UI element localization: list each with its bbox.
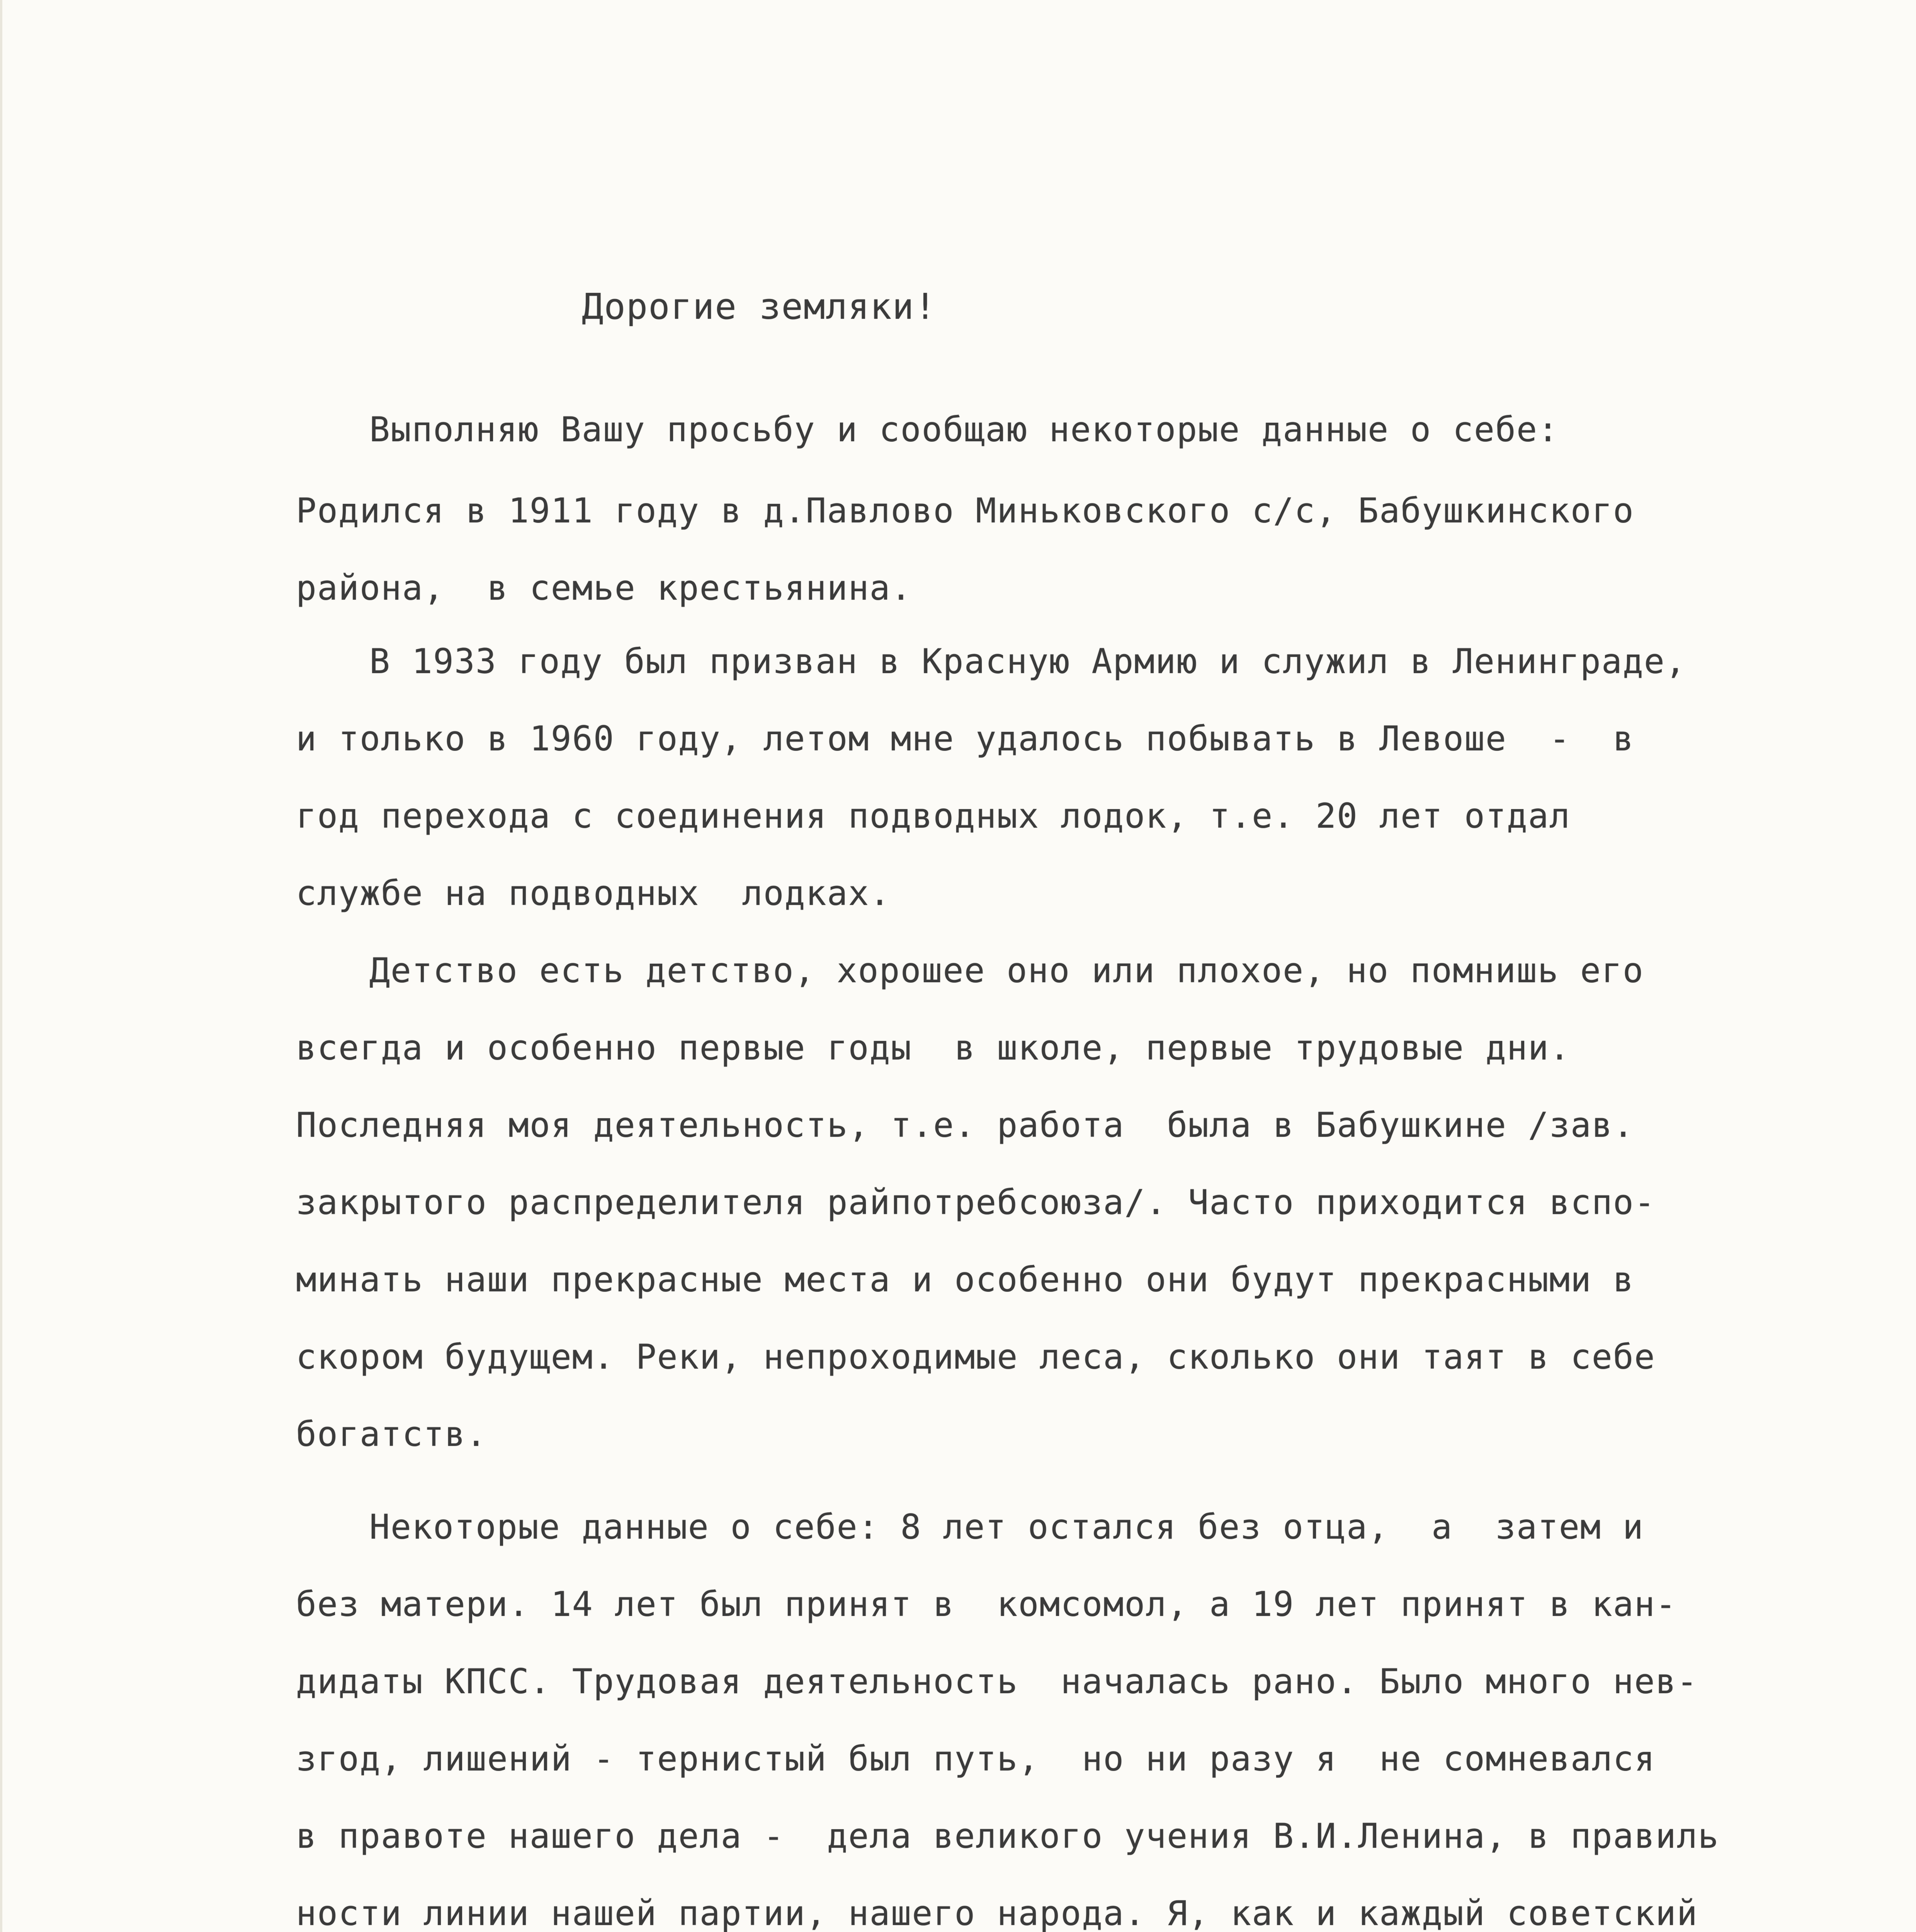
text-line: без матери. 14 лет был принят в комсомол, а 19 лет принят в кан- (296, 1584, 1677, 1624)
text-line: ности линии нашей партии, нашего народа. Я, как и каждый советский (296, 1893, 1698, 1932)
text-line: Родился в 1911 году в д.Павлово Миньковского с/с, Бабушкинского (296, 491, 1634, 531)
text-line: згод, лишений - тернистый был путь, но ни разу я не сомневался (296, 1739, 1656, 1779)
letter-greeting: Дорогие земляки! (582, 286, 937, 327)
text-line: службе на подводных лодках. (296, 873, 891, 913)
text-line: всегда и особенно первые годы в школе, первые трудовые дни. (296, 1028, 1571, 1068)
text-line: скором будущем. Реки, непроходимые леса, сколько они таят в себе (296, 1337, 1656, 1377)
text-line: Некоторые данные о себе: 8 лет остался без отца, а затем и (369, 1507, 1644, 1547)
text-line: минать наши прекрасные места и особенно они будут прекрасными в (296, 1260, 1634, 1299)
text-line: год перехода с соединения подводных лодок, т.е. 20 лет отдал (296, 796, 1571, 836)
text-line: закрытого распределителя райпотребсоюза/. Часто приходится вспо- (296, 1182, 1656, 1222)
text-line: и только в 1960 году, летом мне удалось побывать в Левоше - в (296, 719, 1634, 759)
text-line: Последняя моя деятельность, т.е. работа была в Бабушкине /зав. (296, 1105, 1634, 1145)
text-line: богатств. (296, 1414, 487, 1454)
text-line: района, в семье крестьянина. (296, 568, 912, 608)
text-line: Детство есть детство, хорошее оно или плохое, но помнишь его (369, 951, 1644, 990)
text-line: В 1933 году был призван в Красную Армию и служил в Ленинграде, (369, 641, 1686, 681)
text-line: дидаты КПСС. Трудовая деятельность началась рано. Было много нев- (296, 1662, 1698, 1701)
text-line: Выполняю Вашу просьбу и сообщаю некоторые данные о себе: (369, 410, 1559, 449)
text-line: в правоте нашего дела - дела великого учения В.И.Ленина, в правиль (296, 1816, 1719, 1856)
